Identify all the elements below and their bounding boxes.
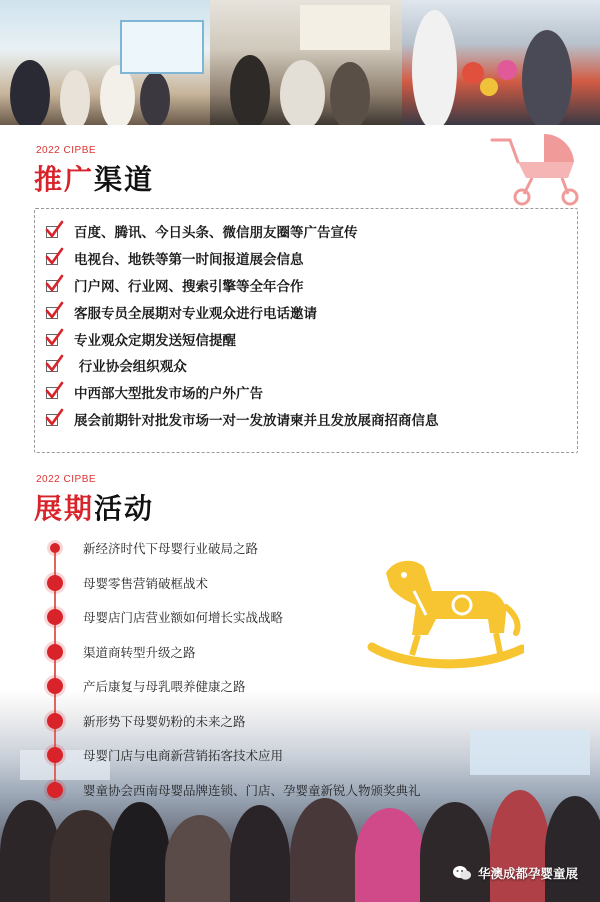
timeline-item-label: 渠道商转型升级之路 — [83, 644, 196, 660]
promo-item-label: 中西部大型批发市场的户外广告 — [74, 386, 263, 403]
checkmark-icon — [44, 303, 62, 321]
promo-title — [34, 158, 154, 198]
timeline-dot — [47, 609, 63, 625]
promo-item-label: 展会前期针对批发市场一对一发放请柬并且发放展商招商信息 — [74, 412, 439, 429]
expo-photo-booth — [0, 0, 210, 125]
timeline-dot — [47, 782, 63, 798]
baby-stroller-icon — [488, 130, 580, 206]
checkmark-icon — [44, 330, 62, 348]
promo-item — [44, 406, 439, 433]
timeline-dot — [47, 713, 63, 729]
top-photo-strip — [0, 0, 600, 125]
activity-title — [34, 487, 154, 527]
checkmark-icon — [44, 383, 62, 401]
checkmark-icon — [44, 356, 62, 374]
wechat-icon — [452, 865, 472, 881]
timeline-item-label: 母婴零售营销破框战术 — [83, 575, 209, 591]
rocking-horse-icon — [366, 555, 524, 675]
activity-title-red: 展期 — [34, 492, 95, 525]
promo-item — [44, 272, 439, 299]
promo-channels-list — [44, 218, 439, 432]
timeline-item-label: 产后康复与母乳喂养健康之路 — [83, 679, 246, 695]
promo-title-black: 渠道 — [94, 163, 155, 196]
promo-item-label: 客服专员全展期对专业观众进行电话邀请 — [74, 305, 317, 322]
timeline-item-label: 新经济时代下母婴行业破局之路 — [83, 541, 259, 557]
promo-item-label: 百度、腾讯、今日头条、微信朋友圈等广告宣传 — [74, 225, 358, 242]
timeline-item-label: 新形势下母婴奶粉的未来之路 — [83, 713, 246, 729]
timeline-dot — [47, 644, 63, 660]
expo-photo-balloons — [402, 0, 600, 125]
promo-item-label: 行业协会组织观众 — [74, 359, 187, 376]
promo-item-label: 电视台、地铁等第一时间报道展会信息 — [74, 252, 304, 269]
checkmark-icon — [44, 410, 62, 428]
promo-title-red: 推广 — [34, 163, 95, 196]
promo-item-label: 专业观众定期发送短信提醒 — [74, 332, 236, 349]
wechat-brand-watermark — [452, 864, 578, 882]
promo-kicker: 2022 CIPBE — [36, 145, 97, 156]
promo-item — [44, 352, 439, 379]
timeline-dot — [47, 575, 63, 591]
promo-item — [44, 218, 439, 245]
activity-title-black: 活动 — [94, 492, 155, 525]
checkmark-icon — [44, 222, 62, 240]
timeline-item-label: 婴童协会西南母婴品牌连锁、门店、孕婴童新锐人物颁奖典礼 — [83, 782, 421, 798]
promo-item — [44, 298, 439, 325]
brand-name: 华澳成都孕婴童展 — [477, 866, 578, 881]
activity-kicker: 2022 CIPBE — [36, 474, 97, 485]
promo-item-label: 门户网、行业网、搜索引擎等全年合作 — [74, 278, 304, 295]
checkmark-icon — [44, 276, 62, 294]
promo-item — [44, 325, 439, 352]
checkmark-icon — [44, 249, 62, 267]
promo-item — [44, 379, 439, 406]
promo-item — [44, 245, 439, 272]
timeline-dot — [50, 543, 60, 553]
timeline-item-label: 母婴店门店营业额如何增长实战战略 — [83, 610, 284, 626]
timeline-item-label: 母婴门店与电商新营销拓客技术应用 — [83, 748, 284, 764]
expo-photo-crowd — [210, 0, 402, 125]
